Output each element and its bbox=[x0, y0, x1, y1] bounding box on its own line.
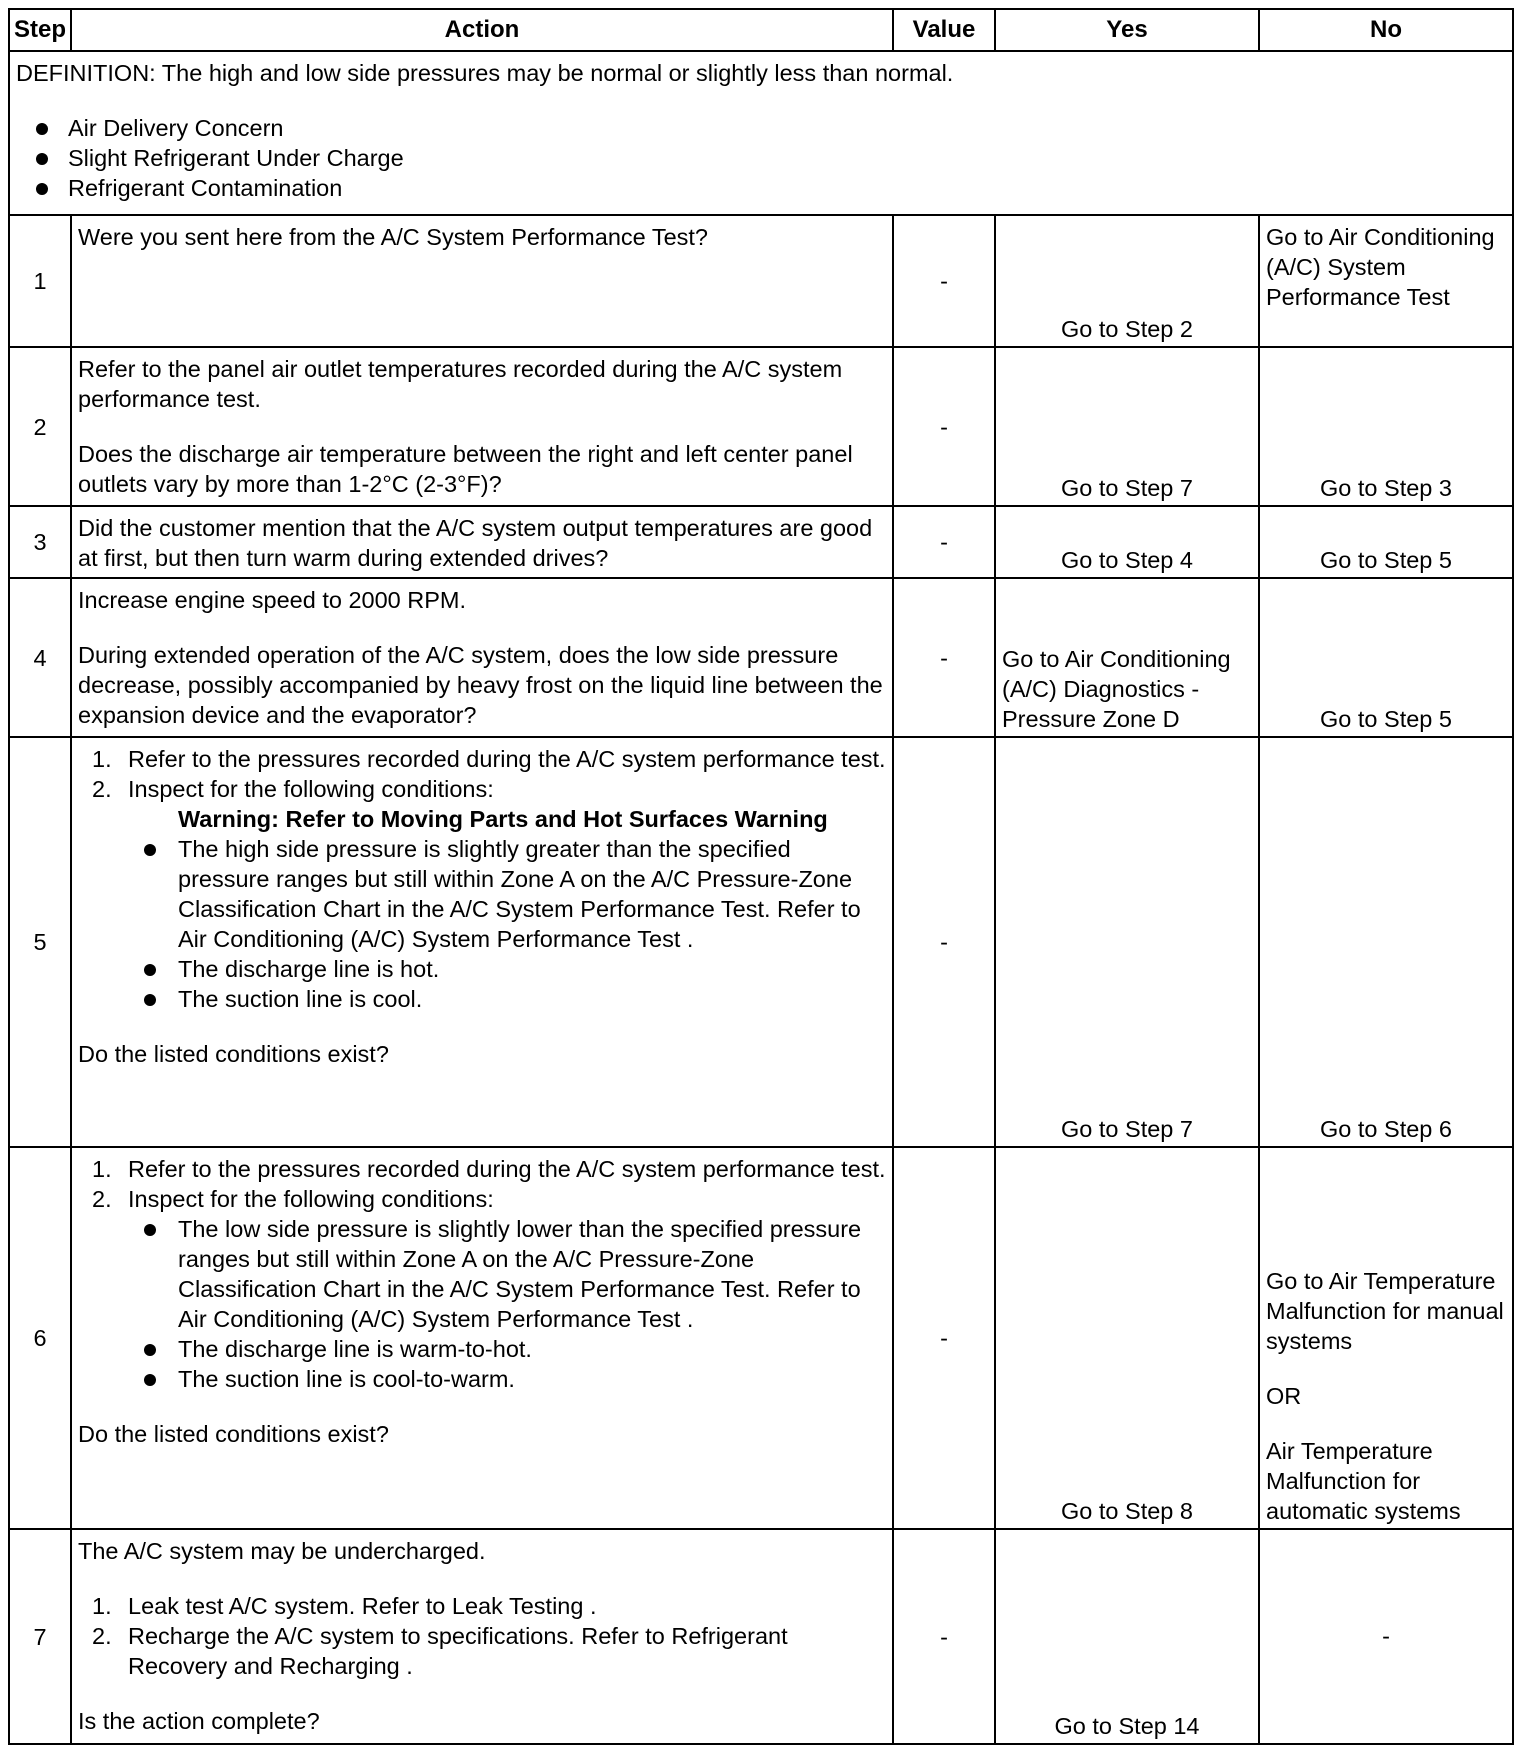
step-yes-link[interactable]: Go to Step 14 bbox=[995, 1529, 1259, 1744]
step-number: 2 bbox=[9, 347, 71, 506]
list-item: 1. Refer to the pressures recorded during the A/C system performance test. bbox=[92, 746, 886, 772]
list-item: 2. Inspect for the following conditions: The low side pressure is slightly lower than the specified pressure ranges but still within Zone A on the A/C Pressure-Zone Classification Chart in the A/C System Performance Test. Refer to Air Conditioning (A/C) System Performance Test . The discharge line is warm-to-hot. The suction line is cool-to-warm. bbox=[78, 1184, 886, 1394]
step-yes-link[interactable]: Go to Step 7 bbox=[995, 737, 1259, 1147]
step-value: - bbox=[893, 215, 995, 347]
action-paragraph: Increase engine speed to 2000 RPM. bbox=[78, 587, 467, 613]
action-paragraph: Refer to the panel air outlet temperatures recorded during the A/C system performance test. bbox=[78, 356, 843, 412]
list-item: 1. Refer to the pressures recorded during the A/C system performance test. bbox=[92, 1156, 886, 1182]
bullet-icon bbox=[144, 844, 156, 856]
table-row bbox=[9, 737, 1513, 1147]
action-question: During extended operation of the A/C system, does the low side pressure decrease, possibly accompanied by heavy frost on the liquid line between the expansion device and the evaporator? bbox=[78, 642, 883, 728]
table-row bbox=[9, 347, 1513, 506]
header-row bbox=[9, 9, 1513, 51]
action-question: Is the action complete? bbox=[78, 1708, 320, 1734]
table-row bbox=[9, 1147, 1513, 1529]
step-action: Were you sent here from the A/C System Performance Test? bbox=[71, 215, 893, 347]
list-item: 1. Leak test A/C system. Refer to Leak Testing . bbox=[92, 1593, 597, 1619]
diagnostic-page bbox=[8, 8, 1512, 1745]
list-item: The high side pressure is slightly greater than the specified pressure ranges but still within Zone A on the A/C Pressure-Zone Classification Chart in the A/C System Performance Test. Refer to Air Conditioning (A/C) System Performance Test . bbox=[78, 834, 886, 954]
action-paragraph: The A/C system may be undercharged. bbox=[78, 1538, 486, 1564]
step-number: 1 bbox=[9, 215, 71, 347]
condition-list bbox=[128, 1214, 886, 1394]
step-number: 7 bbox=[9, 1529, 71, 1744]
diagnostic-table bbox=[8, 8, 1514, 1745]
action-question: Does the discharge air temperature between the right and left center panel outlets vary by more than 1-2°C (2-3°F)? bbox=[78, 441, 853, 497]
step-action bbox=[71, 1147, 893, 1529]
step-value: - bbox=[893, 506, 995, 578]
table-row bbox=[9, 506, 1513, 578]
header-yes: Yes bbox=[995, 9, 1259, 51]
step-action bbox=[71, 1529, 893, 1744]
bullet-icon bbox=[144, 1224, 156, 1236]
step-number: 6 bbox=[9, 1147, 71, 1529]
no-link-manual[interactable]: Go to Air Temperature Malfunction for manual systems bbox=[1266, 1268, 1504, 1354]
definition-cell bbox=[9, 51, 1513, 215]
step-action bbox=[71, 578, 893, 737]
definition-list bbox=[16, 113, 1506, 203]
header-action: Action bbox=[71, 9, 893, 51]
table-row bbox=[9, 1529, 1513, 1744]
step-number: 4 bbox=[9, 578, 71, 737]
bullet-icon bbox=[144, 1344, 156, 1356]
bullet-icon bbox=[36, 123, 48, 135]
list-item: The discharge line is warm-to-hot. bbox=[78, 1334, 886, 1364]
action-steps bbox=[78, 1591, 886, 1681]
action-steps bbox=[78, 744, 886, 1014]
list-item: The low side pressure is slightly lower than the specified pressure ranges but still within Zone A on the A/C Pressure-Zone Classification Chart in the A/C System Performance Test. Refer to Air Conditioning (A/C) System Performance Test . bbox=[78, 1214, 886, 1334]
step-yes-link[interactable]: Go to Air Conditioning (A/C) Diagnostics - Pressure Zone D bbox=[995, 578, 1259, 737]
header-no: No bbox=[1259, 9, 1513, 51]
header-value: Value bbox=[893, 9, 995, 51]
step-value: - bbox=[893, 578, 995, 737]
action-question: Do the listed conditions exist? bbox=[78, 1421, 389, 1447]
warning-text: Warning: Refer to Moving Parts and Hot Surfaces Warning bbox=[178, 806, 828, 832]
step-number: 5 bbox=[9, 737, 71, 1147]
bullet-icon bbox=[36, 183, 48, 195]
step-no-link[interactable]: Go to Step 6 bbox=[1259, 737, 1513, 1147]
action-steps bbox=[78, 1154, 886, 1394]
step-no-cell bbox=[1259, 1147, 1513, 1529]
step-no-link[interactable]: Go to Step 5 bbox=[1259, 578, 1513, 737]
definition-row bbox=[9, 51, 1513, 215]
no-link-automatic[interactable]: Air Temperature Malfunction for automatic systems bbox=[1266, 1438, 1461, 1524]
action-question: Do the listed conditions exist? bbox=[78, 1041, 389, 1067]
list-item: 2. Inspect for the following conditions: Warning: Refer to Moving Parts and Hot Surfaces Warning The high side pressure is slightly greater than the specified pressure ranges but still within Zone A on the A/C Pressure-Zone Classification Chart in the A/C System Performance Test. Refer to Air Conditioning (A/C) System Performance Test . The discharge line is hot. The suction line is cool. bbox=[78, 774, 886, 1014]
bullet-icon bbox=[144, 964, 156, 976]
step-action: Did the customer mention that the A/C system output temperatures are good at first, but then turn warm during extended drives? bbox=[71, 506, 893, 578]
table-row bbox=[9, 215, 1513, 347]
step-action bbox=[71, 347, 893, 506]
list-item: The suction line is cool-to-warm. bbox=[78, 1364, 886, 1394]
step-no-value: - bbox=[1259, 1529, 1513, 1744]
list-item: Air Delivery Concern bbox=[16, 113, 1506, 143]
bullet-icon bbox=[144, 994, 156, 1006]
step-yes-link[interactable]: Go to Step 4 bbox=[995, 506, 1259, 578]
header-step: Step bbox=[9, 9, 71, 51]
no-or-text: OR bbox=[1266, 1383, 1302, 1409]
step-value: - bbox=[893, 347, 995, 506]
list-item: Slight Refrigerant Under Charge bbox=[16, 143, 1506, 173]
definition-text: DEFINITION: The high and low side pressures may be normal or slightly less than normal. bbox=[16, 60, 954, 86]
condition-list bbox=[128, 834, 886, 1014]
list-item: The discharge line is hot. bbox=[78, 954, 886, 984]
step-value: - bbox=[893, 1147, 995, 1529]
step-yes-link[interactable]: Go to Step 7 bbox=[995, 347, 1259, 506]
step-yes-link[interactable]: Go to Step 2 bbox=[995, 215, 1259, 347]
step-no-link[interactable]: Go to Step 5 bbox=[1259, 506, 1513, 578]
step-action bbox=[71, 737, 893, 1147]
step-no-link[interactable]: Go to Air Conditioning (A/C) System Performance Test bbox=[1259, 215, 1513, 347]
step-number: 3 bbox=[9, 506, 71, 578]
step-no-link[interactable]: Go to Step 3 bbox=[1259, 347, 1513, 506]
list-item: 2. Recharge the A/C system to specifications. Refer to Refrigerant Recovery and Recharging . bbox=[92, 1623, 788, 1679]
step-value: - bbox=[893, 1529, 995, 1744]
bullet-icon bbox=[144, 1374, 156, 1386]
step-value: - bbox=[893, 737, 995, 1147]
list-item: Refrigerant Contamination bbox=[16, 173, 1506, 203]
list-item: The suction line is cool. bbox=[78, 984, 886, 1014]
bullet-icon bbox=[36, 153, 48, 165]
step-yes-link[interactable]: Go to Step 8 bbox=[995, 1147, 1259, 1529]
table-row bbox=[9, 578, 1513, 737]
